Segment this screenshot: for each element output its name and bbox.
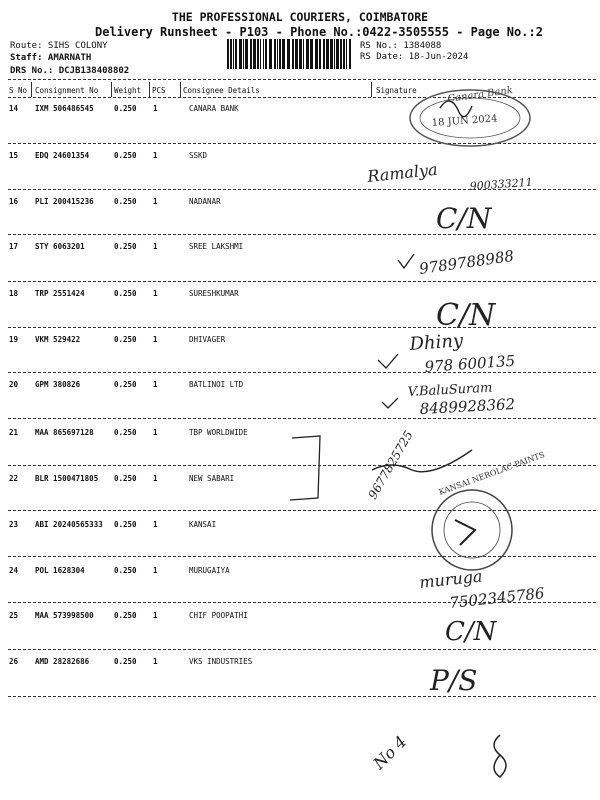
bottom-note: No 4 (369, 731, 411, 773)
row-rule (8, 556, 596, 557)
signature-25: C/N (445, 617, 497, 647)
stamp-bank-name: Canara Bank (446, 84, 514, 105)
sno-cell: 20 (9, 380, 19, 389)
weight-cell: 0.250 (114, 428, 137, 437)
consignee-cell: VKS INDUSTRIES (189, 657, 253, 666)
weight-cell: 0.250 (114, 242, 137, 251)
row-rule (8, 372, 596, 373)
sno-cell: 21 (9, 428, 19, 437)
consignment-cell: GPM 380826 (35, 380, 81, 389)
consignee-cell: KANSAI (189, 520, 217, 529)
consignment-cell: POL 1628304 (35, 566, 85, 575)
consignee-cell: CHIF POOPATHI (189, 611, 248, 620)
runsheet-subtitle: Delivery Runsheet - P103 - Phone No.:0422-3505555 - Page No.:2 (95, 25, 543, 39)
consignment-cell: MAA 573998500 (35, 611, 94, 620)
row-rule (8, 143, 596, 144)
sno-cell: 17 (9, 242, 19, 251)
pcs-cell: 1 (153, 428, 158, 437)
consignment-cell: AMD 28282686 (35, 657, 90, 666)
pcs-cell: 1 (153, 611, 158, 620)
pcs-cell: 1 (153, 335, 158, 344)
weight-cell: 0.250 (114, 289, 137, 298)
pcs-cell: 1 (153, 380, 158, 389)
signature-24: muruga (418, 566, 484, 592)
weight-cell: 0.250 (114, 151, 137, 160)
weight-cell: 0.250 (114, 520, 137, 529)
consignment-cell: VKM 529422 (35, 335, 81, 344)
row-rule (8, 327, 596, 328)
drs-number: DRS No.: DCJB138408802 (10, 66, 130, 76)
phone-17: 9789788988 (418, 246, 516, 278)
pcs-cell: 1 (153, 151, 158, 160)
consignment-cell: ABI 20240565333 (35, 520, 103, 529)
weight-cell: 0.250 (114, 611, 137, 620)
pcs-cell: 1 (153, 197, 158, 206)
consignee-cell: SURESHKUMAR (189, 289, 239, 298)
consignee-cell: MURUGAIYA (189, 566, 230, 575)
tick-mark (378, 354, 398, 368)
rs-number: RS No.: 1384088 (360, 41, 442, 51)
col-sno-header: S No (9, 86, 28, 95)
row-rule (8, 281, 596, 282)
pcs-cell: 1 (153, 520, 158, 529)
col-signature-header: Signature (376, 86, 417, 95)
row-rule (8, 696, 596, 697)
consignment-cell: PLI 200415236 (35, 197, 94, 206)
phone-22: 9677825725 (365, 428, 416, 502)
phone-19: 978 600135 (424, 351, 516, 376)
consignee-cell: NADANAR (189, 197, 221, 206)
consignment-cell: BLR 1500471805 (35, 474, 99, 483)
col-consignee-header: Consignee Details (183, 86, 260, 95)
pcs-cell: 1 (153, 242, 158, 251)
weight-cell: 0.250 (114, 197, 137, 206)
signature-16: C/N (436, 202, 492, 235)
sno-cell: 25 (9, 611, 19, 620)
consignee-cell: NEW SABARI (189, 474, 235, 483)
signature-26: P/S (430, 664, 478, 697)
consignee-cell: BATLINOI LTD (189, 380, 244, 389)
runsheet-title: THE PROFESSIONAL COURIERS, COIMBATORE (171, 10, 429, 24)
sno-cell: 18 (9, 289, 19, 298)
header-top-rule (8, 79, 596, 80)
col-weight-header: Weight (114, 86, 142, 95)
pcs-cell: 1 (153, 566, 158, 575)
col-pcs-header: PCS (152, 86, 166, 95)
sno-cell: 23 (9, 520, 19, 529)
consignment-cell: EDQ 24601354 (35, 151, 90, 160)
sno-cell: 15 (9, 151, 19, 160)
phone-24: 7502345786 (448, 584, 546, 612)
signature-21 (290, 436, 320, 500)
signature-15: Ramalya (366, 159, 439, 186)
pcs-cell: 1 (153, 657, 158, 666)
signature-19: Dhiny (408, 330, 464, 355)
row-rule (8, 465, 596, 466)
row-rule (8, 189, 596, 190)
signature-22 (372, 450, 472, 472)
stamp-paint-name: KANSAI NEROLAC PAINTS (437, 450, 546, 497)
consignment-cell: STY 6063201 (35, 242, 85, 251)
signature-20: V.BaluSuram (407, 380, 493, 400)
row-rule (8, 649, 596, 650)
weight-cell: 0.250 (114, 566, 137, 575)
pcs-cell: 1 (153, 104, 158, 113)
weight-cell: 0.250 (114, 380, 137, 389)
col-divider (111, 82, 112, 97)
row-rule (8, 234, 596, 235)
consignment-cell: TRP 2551424 (35, 289, 85, 298)
staff-label: Staff: AMARNATH (10, 53, 92, 63)
consignment-cell: IXM 506486545 (35, 104, 94, 113)
tick-mark (382, 398, 398, 408)
tick-mark (398, 254, 414, 268)
rs-date: RS Date: 18-Jun-2024 (360, 52, 469, 62)
col-divider (149, 82, 150, 97)
bottom-scribble (494, 735, 506, 777)
col-divider (371, 82, 372, 97)
consignee-cell: TBP WORLDWIDE (189, 428, 248, 437)
consignee-cell: DHIVAGER (189, 335, 226, 344)
barcode (227, 39, 355, 69)
phone-15: 900333211 (469, 175, 534, 193)
weight-cell: 0.250 (114, 335, 137, 344)
canara-bank-stamp (410, 85, 530, 146)
weight-cell: 0.250 (114, 474, 137, 483)
consignment-cell: MAA 865697128 (35, 428, 94, 437)
sno-cell: 14 (9, 104, 19, 113)
route-label: Route: SIHS COLONY (10, 41, 108, 51)
sno-cell: 26 (9, 657, 19, 666)
pcs-cell: 1 (153, 474, 158, 483)
col-consignment-header: Consignment No (35, 86, 99, 95)
header-bottom-rule (8, 97, 596, 98)
phone-20: 8489928362 (419, 395, 516, 418)
stamp-bank-date: 18 JUN 2024 (431, 113, 498, 129)
consignee-cell: SSKD (189, 151, 208, 160)
weight-cell: 0.250 (114, 104, 137, 113)
row-rule (8, 510, 596, 511)
col-divider (31, 82, 32, 97)
sno-cell: 22 (9, 474, 19, 483)
consignee-cell: SREE LAKSHMI (189, 242, 244, 251)
row-rule (8, 602, 596, 603)
sno-cell: 16 (9, 197, 19, 206)
col-divider (180, 82, 181, 97)
weight-cell: 0.250 (114, 657, 137, 666)
signature-14 (440, 101, 472, 117)
sno-cell: 19 (9, 335, 19, 344)
signature-18: C/N (436, 298, 496, 333)
row-rule (8, 418, 596, 419)
sno-cell: 24 (9, 566, 19, 575)
pcs-cell: 1 (153, 289, 158, 298)
consignee-cell: CANARA BANK (189, 104, 239, 113)
